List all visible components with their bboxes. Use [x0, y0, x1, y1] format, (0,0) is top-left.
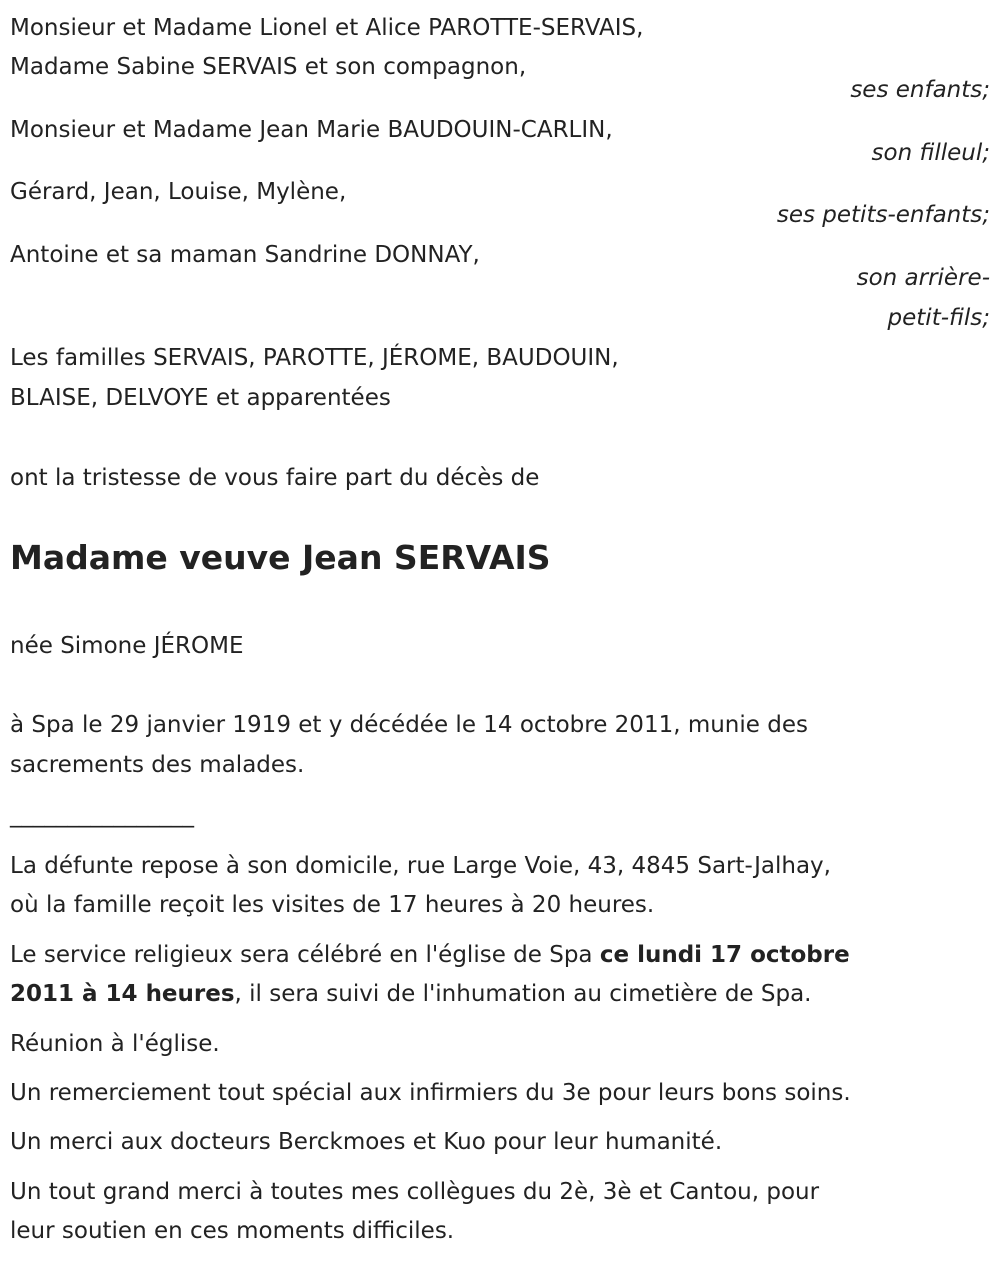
relation-label: ses petits-enfants; — [776, 202, 990, 228]
deceased-name: Madame veuve Jean SERVAIS — [10, 538, 551, 577]
relation-label: son filleul; — [871, 140, 990, 166]
separator: ________________ — [10, 802, 194, 828]
service-time: 2011 à 14 heures — [10, 981, 235, 1007]
service-line — [10, 979, 812, 1009]
family-line: Madame Sabine SERVAIS et son compagnon, — [10, 54, 527, 80]
thanks-line: Un merci aux docteurs Berckmoes et Kuo pour leur humanité. — [10, 1129, 723, 1155]
family-line: Antoine et sa maman Sandrine DONNAY, — [10, 242, 480, 268]
announcement: ont la tristesse de vous faire part du décès de — [10, 465, 540, 491]
thanks-line: Un tout grand merci à toutes mes collègues du 2è, 3è et Cantou, pour — [10, 1179, 820, 1205]
service-line — [10, 940, 850, 970]
family-line: Gérard, Jean, Louise, Mylène, — [10, 179, 347, 205]
repose-line: La défunte repose à son domicile, rue Large Voie, 43, 4845 Sart-Jalhay, — [10, 853, 831, 879]
relation-label: son arrière- — [856, 265, 990, 291]
service-text: Le service religieux sera célébré en l'église de Spa — [10, 942, 600, 968]
service-date: ce lundi 17 octobre — [599, 942, 850, 968]
thanks-line: leur soutien en ces moments difficiles. — [10, 1218, 455, 1244]
relation-label: petit-fils; — [887, 305, 990, 331]
repose-line: où la famille reçoit les visites de 17 heures à 20 heures. — [10, 892, 655, 918]
relation-label: ses enfants; — [850, 77, 990, 103]
family-line: Monsieur et Madame Jean Marie BAUDOUIN-CARLIN, — [10, 117, 613, 143]
family-line: Monsieur et Madame Lionel et Alice PAROTTE-SERVAIS, — [10, 15, 644, 41]
reunion: Réunion à l'église. — [10, 1031, 220, 1057]
dates-line: sacrements des malades. — [10, 752, 305, 778]
thanks-line: Un remerciement tout spécial aux infirmiers du 3e pour leurs bons soins. — [10, 1080, 851, 1106]
dates-line: à Spa le 29 janvier 1919 et y décédée le 14 octobre 2011, munie des — [10, 712, 808, 738]
birth-name: née Simone JÉROME — [10, 633, 244, 659]
families-line: BLAISE, DELVOYE et apparentées — [10, 385, 391, 411]
service-text: , il sera suivi de l'inhumation au cimetière de Spa. — [234, 981, 812, 1007]
families-line: Les familles SERVAIS, PAROTTE, JÉROME, BAUDOUIN, — [10, 345, 619, 371]
